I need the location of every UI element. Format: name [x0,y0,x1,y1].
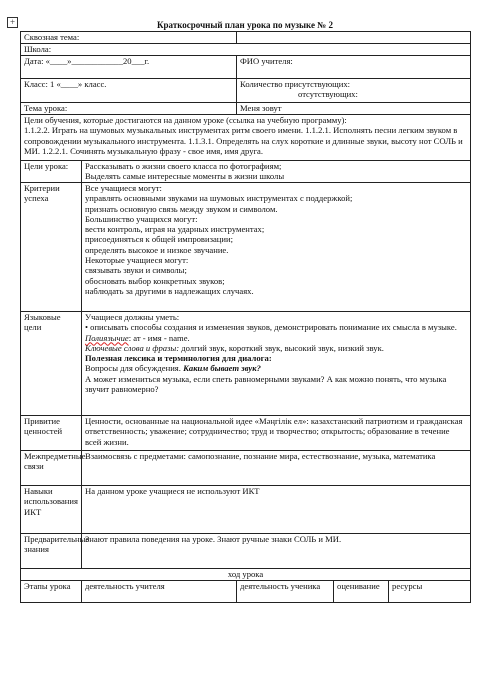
language-bullet: • описывать способы создания и изменения звуков, демонстрировать понимание их смысла в музыке. [85,322,457,333]
criteria-item: наблюдать за другими в надлежащих случаях. [85,285,254,296]
grade-cell: Класс: 1 «____» класс. [21,79,237,103]
polyglot-term: Полиязычие [85,332,129,343]
goal-item: Выделять самые интересные моменты в жизни школы [85,171,285,182]
polyglot-rest: : ат - имя - name. [128,332,190,343]
keywords-label: Ключевые слова и фразы: [85,342,180,353]
goals-label: Цели урока: [21,161,82,183]
criteria-item: Некоторые учащиеся могут: [85,255,189,266]
lesson-name-cell: Меня зовут [237,103,471,115]
criteria-item: Все учащиеся могут: [85,183,162,193]
objectives-heading: Цели обучения, которые достигаются на данном уроке (ссылка на учебную программу): [24,115,347,125]
language-goals-cell [82,312,471,416]
interdisciplinary-cell: Взаимосвязь с предметами: самопознание, познание мира, естествознание, музыка, математика [82,451,471,486]
questions-italic: Каким бывает звук? [183,363,261,374]
ict-label: Навыки использования ИКТ [21,486,82,534]
polyglot-line [85,333,467,343]
column-header-student: деятельность ученика [237,581,334,603]
prior-knowledge-label: Предварительные знания [21,534,82,569]
date-cell: Дата: «____»____________20___г. [21,56,237,79]
move-handle-icon[interactable]: + [7,17,18,28]
criteria-cell [82,183,471,312]
keywords-line [85,343,467,353]
column-header-assessment: оценивание [334,581,389,603]
goals-cell [82,161,471,183]
page-title: Краткосрочный план урока по музыке № 2 [157,20,333,30]
present-label: Количество присутствующих: [240,79,351,89]
prior-knowledge-cell: Знают правила поведения на уроке. Знают ручные знаки СОЛЬ и МИ. [82,534,471,569]
school-cell: Школа: [21,44,471,56]
values-cell: Ценности, основанные на национальной идее «Мәңгілік ел»: казахстанский патриотизм и гражданская ответственность; уважение; сотрудничество; труд и творчество; открытость; образование в течение всей жизни. [82,416,471,451]
theme-cell: Сквозная тема: [21,32,237,44]
criteria-item: определять высокое и низкое звучание. [85,244,229,255]
lesson-plan-table [20,31,471,603]
objectives-text: 1.1.2.2. Играть на шумовых музыкальных инструментах ритм своего имени. 1.1.2.1. Исполнять песни легким звуком в сопровождении музыкального инструмента. 1.1.3.1. Определять на слух короткие и длинные звуки, высоту нот СОЛЬ и МИ. 1.2.2.1. Сочинять музыкальную фразу - свое имя, имя друга. [24,125,463,156]
lesson-flow-heading: ход урока [21,569,471,581]
attendance-cell [237,79,471,103]
values-label: Привитие ценностей [21,416,82,451]
absent-label: отсутствующих: [298,89,358,100]
criteria-item: связывать звуки и символы; [85,265,187,276]
dialog-heading: Полезная лексика и терминология для диалога: [85,353,272,364]
criteria-item: признать основную связь между звуком и символом. [85,203,278,214]
column-header-resources: ресурсы [389,581,471,603]
keywords-text: долгий звук, короткий звук, высокий звук, низкий звук. [179,342,384,353]
goal-item: Рассказывать о жизни своего класса по фотографиям; [85,161,282,171]
questions-line [85,363,467,373]
teacher-cell: ФИО учителя: [237,56,471,79]
criteria-item: присоединяться к общей импровизации; [85,234,233,245]
criteria-item: Большинство учащихся могут: [85,213,198,224]
language-goals-label: Языковые цели [21,312,82,416]
objectives-cell [21,115,471,161]
criteria-label: Критерии успеха [21,183,82,312]
interdisciplinary-label: Межпредметные связи [21,451,82,486]
criteria-item: обосновать выбор конкретных звуков; [85,275,225,286]
criteria-item: управлять основными звуками на шумовых инструментах с поддержкой; [85,193,353,204]
lesson-topic-cell: Тема урока: [21,103,237,115]
theme-value-cell [237,32,471,44]
column-header-stages: Этапы урока [21,581,82,603]
column-header-teacher: деятельность учителя [82,581,237,603]
criteria-item: вести контроль, играя на ударных инструментах; [85,224,265,235]
questions-label: Вопросы для обсуждения. [85,363,184,374]
language-intro: Учащиеся должны уметь: [85,312,180,322]
question-two: А может измениться музыка, если спеть равномерными звуками? А как можно понять, что музыка звучит равномерно? [85,373,447,395]
ict-cell: На данном уроке учащиеся не используют ИКТ [82,486,471,534]
